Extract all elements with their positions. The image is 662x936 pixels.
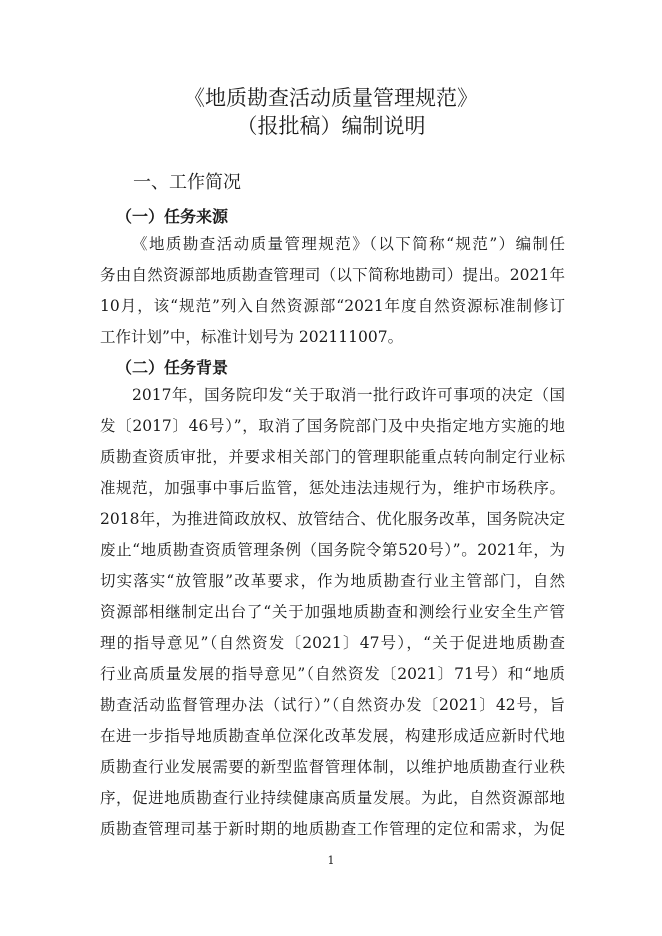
paragraph-task-background	[100, 380, 565, 845]
text-line: 质勘查管理司基于新时期的地质勘查工作管理的定位和需求，为促	[100, 820, 565, 838]
text-line: 理的指导意见”（自然资发〔2021〕47号），“关于促进地质勘查	[100, 634, 565, 652]
page-number: 1	[327, 854, 335, 867]
text-line: 2018年，为推进简政放权、放管结合、优化服务改革，国务院决定	[100, 510, 565, 528]
text-line: 质勘查行业发展需要的新型监督管理体制，以维护地质勘查行业秩	[100, 758, 565, 776]
text-line: 行业高质量发展的指导意见”（自然资发〔2021〕71号）和“地质	[100, 665, 565, 683]
text-line: 序，促进地质勘查行业持续健康高质量发展。为此，自然资源部地	[100, 789, 565, 807]
document-title-line2: （报批稿）编制说明	[236, 114, 426, 138]
text-line: 务由自然资源部地质勘查管理司（以下简称地勘司）提出。2021年	[100, 266, 565, 284]
text-line: 质勘查资质审批，并要求相关部门的管理职能重点转向制定行业标	[100, 448, 565, 466]
subsection-heading-task-source: （一）任务来源	[116, 207, 229, 226]
text-line: 2017年，国务院印发“关于取消一批行政许可事项的决定（国	[132, 386, 565, 404]
subsection-heading-task-background: （二）任务背景	[116, 358, 229, 377]
text-line: 勘查活动监督管理办法（试行）”（自然资办发〔2021〕42号，旨	[100, 696, 565, 714]
text-line: 工作计划”中，标准计划号为 202111007。	[100, 328, 404, 346]
document-title-line1: 《地质勘查活动质量管理规范》	[184, 86, 478, 110]
text-line: 切实落实“放管服”改革要求，作为地质勘查行业主管部门，自然	[100, 572, 565, 590]
text-line: 10月，该“规范”列入自然资源部“2021年度自然资源标准制修订	[100, 297, 565, 315]
text-line: 准规范，加强事中事后监管，惩处违法违规行为，维护市场秩序。	[100, 479, 565, 497]
text-line: 《地质勘查活动质量管理规范》（以下简称“规范”）编制任	[132, 235, 565, 253]
text-line: 在进一步指导地质勘查单位深化改革发展，构建形成适应新时代地	[100, 727, 565, 745]
text-line: 发〔2017〕46号）”，取消了国务院部门及中央指定地方实施的地	[100, 417, 565, 435]
section-heading-work-overview: 一、工作简况	[133, 172, 241, 193]
paragraph-task-source	[100, 229, 565, 353]
text-line: 废止“地质勘查资质管理条例（国务院令第520号）”。2021年，为	[100, 541, 565, 559]
text-line: 资源部相继制定出台了“关于加强地质勘查和测绘行业安全生产管	[100, 603, 565, 621]
